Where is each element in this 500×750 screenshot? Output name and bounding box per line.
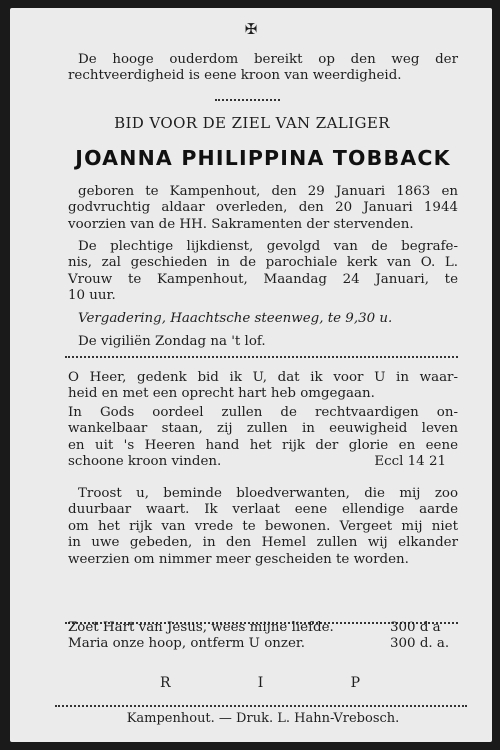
epigraph-line: rechtveerdigheid is eene kroon van weerdigheid. — [68, 68, 402, 84]
meeting-line: Vergadering, Haachtsche steenweg, te 9,30 u. — [78, 311, 393, 326]
consolation-line: duurbaar waart. Ik verlaat eene ellendige aarde — [68, 502, 458, 518]
consolation — [68, 486, 458, 568]
scripture-line: schoone kroon vinden. — [68, 454, 222, 470]
epigraph-line: De hooge ouderdom bereikt op den weg der — [78, 52, 458, 67]
funeral-line: De plechtige lijkdienst, gevolgd van de begrafe- — [78, 239, 458, 254]
memorial-card — [10, 8, 492, 742]
bottom-separator — [55, 705, 467, 707]
rip-letter: I — [257, 675, 264, 691]
consolation-line: om het rijk van vrede te bewonen. Vergeet mij niet — [68, 518, 458, 534]
indulgences — [68, 620, 458, 653]
vigil-line: De vigiliën Zondag na 't lof. — [78, 334, 266, 349]
funeral-line: nis, zal geschieden in de parochiale kerk van O. L. — [68, 255, 458, 271]
indulgence-row — [68, 620, 458, 636]
cross-icon: ✠ — [244, 20, 258, 38]
short-separator — [215, 99, 280, 101]
scripture — [68, 405, 458, 471]
prayer-line: O Heer, gedenk bid ik U, dat ik voor U in waar- — [68, 370, 458, 385]
consolation-line: Troost u, beminde bloedverwanten, die mij zoo — [78, 486, 458, 501]
deceased-name: JOANNA PHILIPPINA TOBBACK — [75, 146, 451, 170]
rip-letter: P — [350, 675, 360, 691]
biography-line: voorzien van de HH. Sakramenten der stervenden. — [68, 216, 414, 232]
consolation-line: in uwe gebeden, in den Hemel zullen wij elkander — [68, 535, 458, 551]
indulgence-days: 300 d a — [390, 620, 441, 635]
biography-line: godvruchtig aldaar overleden, den 20 Januari 1944 — [68, 200, 458, 216]
separator — [65, 356, 458, 358]
prayer-line: heid en met een oprecht hart heb omgegaan. — [68, 386, 375, 402]
funeral-notice — [68, 239, 458, 305]
rip-letter: R — [160, 675, 171, 691]
consolation-line: weerzien om nimmer meer gescheiden te worden. — [68, 551, 409, 567]
epigraph — [68, 52, 458, 85]
rip-line — [160, 675, 360, 691]
vigil-notice — [68, 334, 458, 350]
funeral-line: Vrouw te Kampenhout, Maandag 24 Januari, te — [68, 271, 458, 287]
indulgence-row — [68, 636, 458, 652]
prayer — [68, 370, 458, 403]
biography-line: geboren te Kampenhout, den 29 Januari 1863 en — [78, 184, 458, 199]
biography — [68, 184, 458, 233]
scripture-line: In Gods oordeel zullen de rechtvaardigen on- — [68, 405, 458, 420]
scripture-line: wankelbaar staan, zij zullen in eeuwigheid leven — [68, 421, 458, 437]
indulgence-days: 300 d. a. — [390, 636, 450, 652]
meeting-notice — [68, 311, 458, 327]
scripture-reference: Eccl 14 21 — [374, 454, 446, 470]
scripture-line: en uit 's Heeren hand het rijk der glorie en eene — [68, 437, 458, 453]
indulgence-text: Maria onze hoop, ontferm U onzer. — [68, 636, 306, 652]
funeral-line: 10 uur. — [68, 288, 116, 304]
printer-line: Kampenhout. — Druk. L. Hahn-Vrebosch. — [126, 711, 400, 726]
prayer-heading: BID VOOR DE ZIEL VAN ZALIGER — [114, 114, 390, 132]
scripture-last-line — [68, 454, 458, 470]
indulgence-text: Zoet Hart van Jesus, wees mijne liefde. — [68, 620, 334, 635]
